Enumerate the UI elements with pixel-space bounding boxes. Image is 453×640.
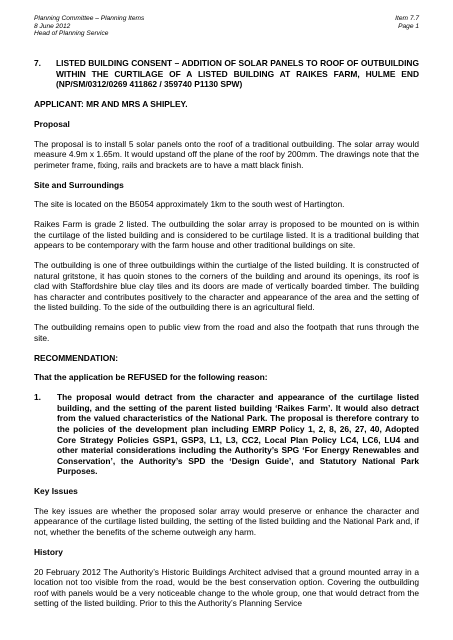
site-paragraph-2: Raikes Farm is grade 2 listed. The outbuilding the solar array is proposed to be mounted on is within the curtilage of the listed building and is considered to be curtilage listed. It is a traditional building that appears to be contemporary with the farm house and other traditional buildings on site. [34,219,419,251]
item-title [34,58,419,90]
key-issues-heading: Key Issues [34,486,78,497]
proposal-heading: Proposal [34,118,70,129]
history-paragraph: 20 February 2012 The Authority’s Historic Buildings Architect advised that a ground mounted array in a location not too visible from the road, would be the best conservation option. Covering the outbuilding roof with panels would be a very noticeable change to the whole group, one that would detract from the setting of the listed building. Prior to this the Authority’s Planning Service [34,566,419,609]
document-body [34,58,419,618]
proposal-paragraph: The proposal is to install 5 solar panels onto the roof of a traditional outbuilding. The solar array would measure 4.9m x 1.65m. It would upstand off the plane of the roof by 200mm. The drawings note that the perimeter frame, fixing, rails and brackets are to have a matt black finish. [34,138,419,170]
site-paragraph-1: The site is located on the B5054 approximately 1km to the south west of Hartington. [34,199,345,210]
header-department: Head of Planning Service [34,30,109,38]
recommendation-subheading: That the application be REFUSED for the following reason: [34,372,268,383]
item-title-text: LISTED BUILDING CONSENT – ADDITION OF SOLAR PANELS TO ROOF OF OUTBUILDING WITHIN THE CURTILAGE OF A LISTED BUILDING AT RAIKES FARM, HULME END (NP/SM/0312/0269 411862 / 359740 P1130 SPW) [56,58,419,90]
header-page-number: Page 1 [398,22,419,30]
reason-number: 1. [34,392,41,403]
reason-text: The proposal would detract from the character and appearance of the curtilage listed building, and the setting of the parent listed building ‘Raikes Farm’. It would also detract from the valued characteristics of the National Park. The proposal is therefore contrary to the policies of the development plan including EMRP Policy 1, 2, 8, 26, 27, 40, Adopted Core Strategy Policies GSP1, GSP3, L1, L3, CC2, Local Plan Policy LC4, LC6, LU4 and other material considerations including the Authority’s SPG ‘For Energy Renewables and Conservation’, the Authority’s SPD the ‘Design Guide’, and Statutory National Park Purposes. [57,392,419,477]
header-item-number: Item 7.7 [395,15,419,22]
key-issues-paragraph: The key issues are whether the proposed solar array would preserve or enhance the character and appearance of the curtilage listed building, the setting of the listed building and the National Park and, if not, whether the benefits of the scheme outweigh any harm. [34,505,419,538]
header-committee: Planning Committee – Planning Items [34,15,145,22]
header-date: 8 June 2012 [34,22,71,30]
refusal-reason [34,392,419,477]
site-paragraph-4: The outbuilding remains open to public view from the road and also the footpath that runs through the site. [34,322,419,343]
recommendation-heading: RECOMMENDATION: [34,352,119,363]
history-heading: History [34,546,63,557]
site-paragraph-3: The outbuilding is one of three outbuildings within the curtialge of the listed building. It is constructed of natural gritstone, it has quoin stones to the corners of the building and around its openings, its roof is clad with Staffordshire blue clay tiles and its doors are made of vertically boarded timber. The building has character and contributes positively to the character and appearance of the area and the setting of the listed building. To the side of the outbuilding there is an agricultural field. [34,260,419,313]
applicant-line: APPLICANT: MR AND MRS A SHIPLEY. [34,98,188,109]
site-heading: Site and Surroundings [34,179,124,190]
item-number: 7. [34,58,41,68]
page-header [34,15,419,38]
